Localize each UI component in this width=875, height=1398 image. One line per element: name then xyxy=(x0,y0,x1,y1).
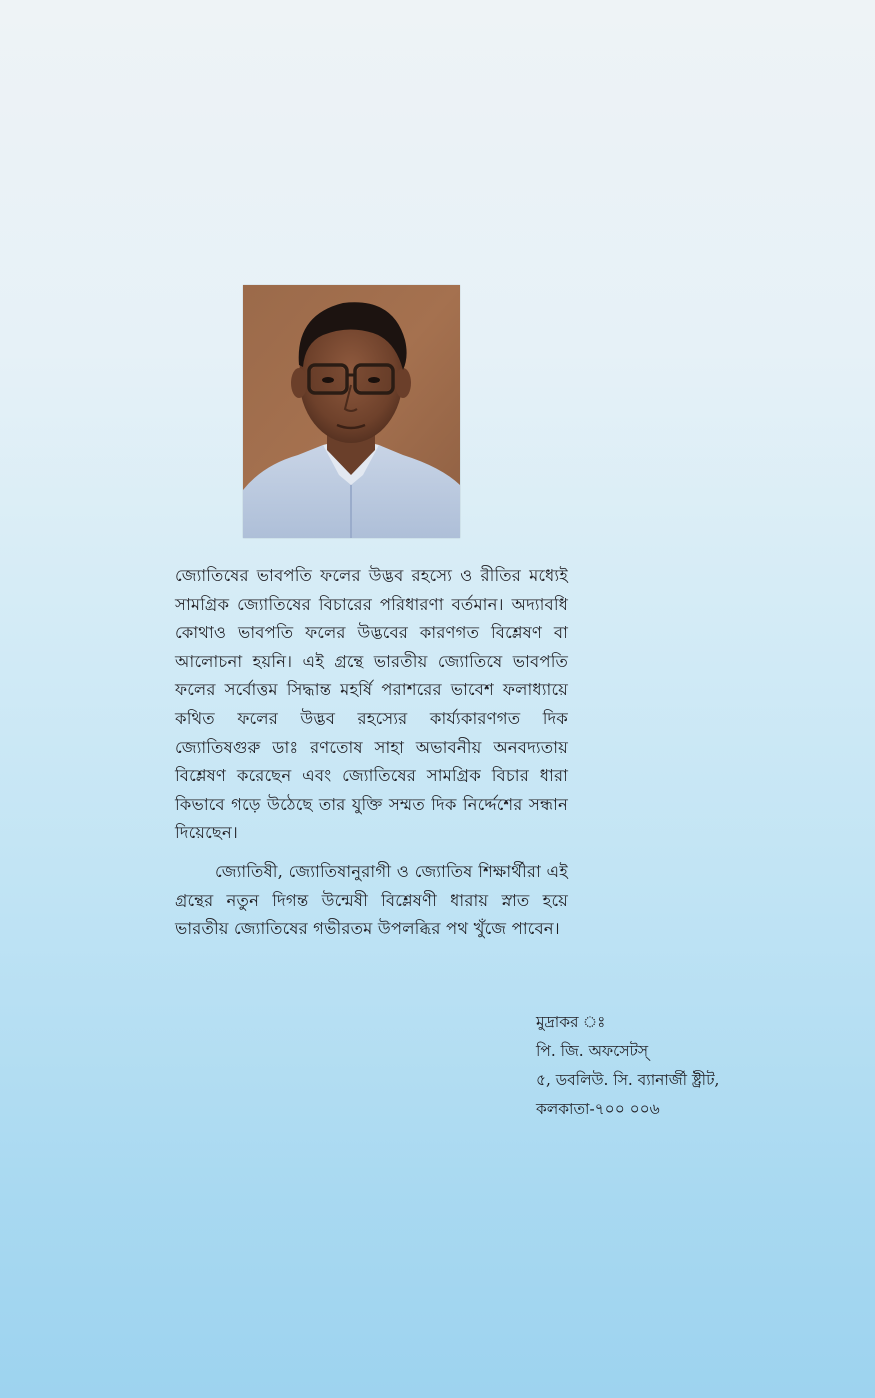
imprint-printer-name: পি. জি. অফসেটস্ xyxy=(536,1042,649,1060)
blurb-paragraph-2: জ্যোতিষী, জ্যোতিষানুরাগী ও জ্যোতিষ শিক্ষার্থীরা এই গ্রন্থের নতুন দিগন্ত উন্মেষী বিশ্লেষণী ধারায় স্নাত হয়ে ভারতীয় জ্যোতিষের গভীরতম উপলব্ধির পথ খুঁজে পাবেন। xyxy=(175,861,568,939)
imprint-heading: মুদ্রাকর ঃ xyxy=(536,1013,606,1031)
imprint-city: কলকাতা-৭০০ ০০৬ xyxy=(536,1100,660,1118)
printer-imprint xyxy=(536,1008,736,1124)
imprint-street-address: ৫, ডবলিউ. সি. ব্যানার্জী ষ্ট্রীট, xyxy=(536,1071,720,1089)
back-cover-blurb xyxy=(175,562,568,944)
blurb-paragraph-1: জ্যোতিষের ভাবপতি ফলের উদ্ভব রহস্যে ও রীতির মধ্যেই সামগ্রিক জ্যোতিষের বিচারের পরিধারণা বর্তমান। অদ্যাবধি কোথাও ভাবপতি ফলের উদ্ভবের কারণগত বিশ্লেষণ বা আলোচনা হয়নি। এই গ্রন্থে ভারতীয় জ্যোতিষে ভাবপতি ফলের সর্বোত্তম সিদ্ধান্ত মহর্ষি পরাশরের ভাবেশ ফলাধ্যায়ে কথিত ফলের উদ্ভব রহস্যের কার্য্যকারণগত দিক জ্যোতিষগুরু ডাঃ রণতোষ সাহা অভাবনীয় অনবদ্যতায় বিশ্লেষণ করেছেন এবং জ্যোতিষের সামগ্রিক বিচার ধারা কিভাবে গড়ে উঠেছে তার যুক্তি সম্মত দিক নির্দ্দেশের সন্ধান দিয়েছেন। xyxy=(175,566,568,843)
author-portrait xyxy=(243,285,460,538)
